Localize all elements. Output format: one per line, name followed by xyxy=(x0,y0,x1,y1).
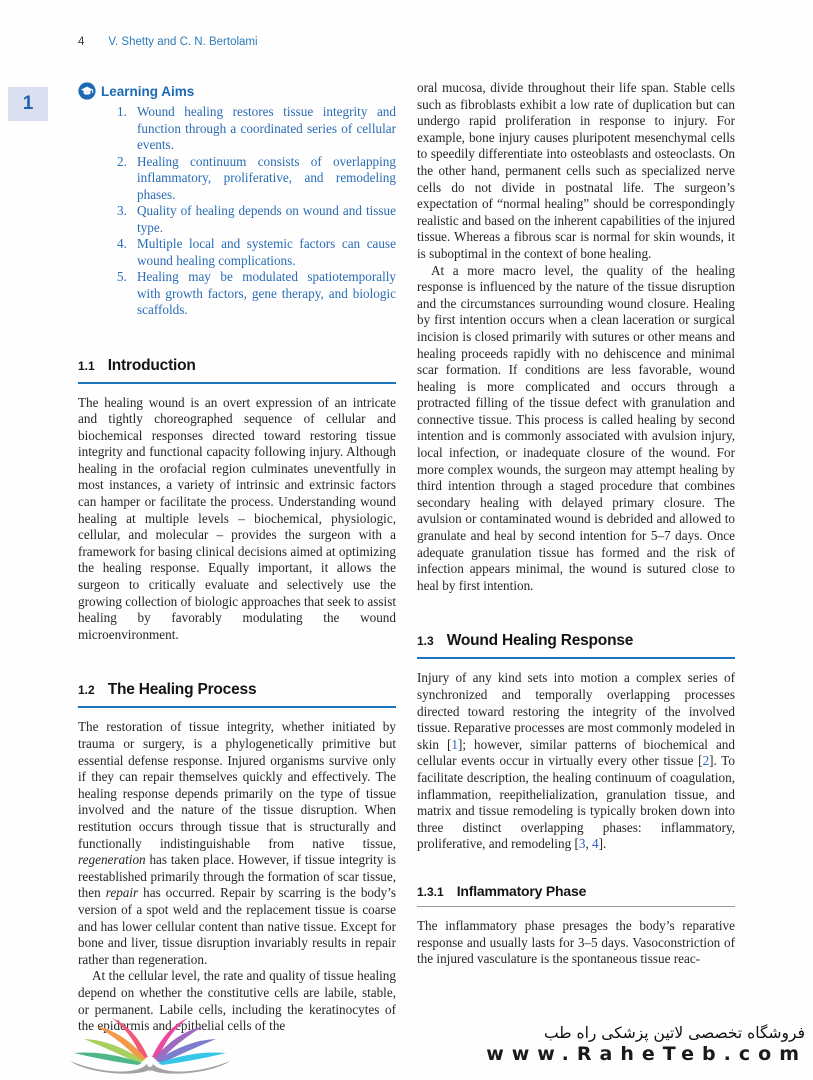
section-title: Inflammatory Phase xyxy=(456,882,587,899)
footer-text xyxy=(486,1024,807,1065)
text-run: T xyxy=(662,1043,682,1065)
learning-aim-item: Wound healing restores tissue integrity and function through a coordinated series of cellular events. xyxy=(137,104,396,152)
chapter-number-tab xyxy=(8,87,48,121)
section-number: 1.3 xyxy=(417,634,434,649)
body-paragraph: The healing wound is an overt expression of an intricate and tightly choreographed sequence of cellular and biochemical responses directed toward restoring tissue integrity and functional capacity following injury. Although healing in the orofacial region culminates uneventfully in most instances, a variety of intrinsic and extrinsic factors can hamper or facilitate the process. Understanding wound healing at multiple levels – biochemical, physiologic, cellular, and molecular – provides the surgeon with a framework for basing clinical decisions aimed at optimizing the healing response. Equally important, it allows the surgeon to critically evaluate and selectively use the growing collection of biologic approaches that seek to assist healing by favorably modulating the wound microenvironment. xyxy=(78,394,396,642)
citation-ref[interactable]: 3 xyxy=(578,836,586,852)
section-1-2-heading xyxy=(78,681,396,708)
text-run: has taken place. However, if tissue integrity is reestablished primarily through the formation of scar tissue, then xyxy=(78,852,396,901)
body-paragraph: The inflammatory phase presages the body’s reparative response and usually lasts for 3–5 days. Vasoconstriction of the injured vasculature is the spontaneous tissue reac- xyxy=(417,917,735,967)
learning-aims-list xyxy=(78,104,396,319)
text-run: ]. To facilitate description, the healing continuum of coagulation, inflammation, reepithelialization, granulation tissue, and matrix and tissue remodeling is typically broken down into three distinct overlapping phases: inflammatory, proliferative, and remodeling [ xyxy=(417,753,735,852)
learning-aims-header xyxy=(78,82,396,100)
section-title: Wound Healing Response xyxy=(446,632,634,650)
logo-book-base xyxy=(70,1061,230,1074)
text-run: www. xyxy=(486,1043,577,1065)
open-book-logo xyxy=(50,1013,250,1080)
learning-aim-item: Multiple local and systemic factors can cause wound healing complications. xyxy=(137,236,396,268)
text-run: R xyxy=(576,1043,600,1065)
right-column xyxy=(417,80,735,1035)
body-paragraph: oral mucosa, divide throughout their life span. Stable cells such as fibroblasts exhibit a low rate of duplication but can undergo rapid proliferation in response to injury. For example, bone injury causes pluripotent mesenchymal cells to speedily differentiate into osteoblasts and osteoclasts. On the other hand, permanent cells such as specialized nerve cells do not divide in postnatal life. The surgeon’s expectation of “normal healing” should be correspondingly realistic and based on the inherent capabilities of the injured tissue. Whereas a fibrous scar is normal for skin wounds, it is suboptimal in the context of bone healing. xyxy=(417,80,735,261)
footer-persian-tagline: فروشگاه تخصصی لاتین پزشکی راه طب xyxy=(543,1024,805,1042)
body-paragraph: At the cellular level, the rate and quality of tissue healing depend on whether the constitutive cells are labile, stable, or permanent. Labile cells, including the keratinocytes of the epidermis and epithelial cells of the xyxy=(78,968,396,1034)
text-run: The restoration of tissue integrity, whether initiated by trauma or surgery, is a phylogenetically primitive but essential defense response. Injured organisms survive only if they can repair themselves quickly and effectively. The healing response depends primarily on the type of tissue involved and the nature of the tissue disruption. When restitution occurs through tissue that is structurally and functionally indistinguishable from native tissue, xyxy=(78,719,396,851)
text-run: regeneration xyxy=(78,852,146,868)
page-header xyxy=(78,36,258,48)
page-number: 4 xyxy=(78,36,85,48)
learning-aims-title: Learning Aims xyxy=(101,83,195,99)
text-run: has occurred. Repair by scarring is the body’s version of a spot weld and the replacement tissue is coarse and has lower cellular content than native tissue. Except for bone and liver, tissue disruption invariably results in repair rather than regeneration. xyxy=(78,885,396,967)
learning-aim-item: Quality of healing depends on wound and tissue type. xyxy=(137,203,396,235)
section-number: 1.1 xyxy=(78,358,95,373)
graduation-cap-icon xyxy=(78,82,96,100)
text-run: ]; however, similar patterns of biochemical and cellular events occur in virtually every other tissue [ xyxy=(417,736,735,769)
section-title: The Healing Process xyxy=(107,681,257,699)
learning-aim-item: Healing may be modulated spatiotemporally with growth factors, gene therapy, and biologic scaffolds. xyxy=(137,269,396,317)
two-column-text xyxy=(78,80,735,1035)
text-run: , xyxy=(585,836,593,852)
citation-ref[interactable]: 2 xyxy=(702,753,710,769)
body-paragraph xyxy=(78,719,396,968)
body-paragraph xyxy=(417,670,735,853)
text-run: ahe xyxy=(599,1043,663,1065)
section-1-1-heading xyxy=(78,357,396,384)
learning-aim-item: Healing continuum consists of overlapping inflammatory, proliferative, and remodeling phases. xyxy=(137,153,396,202)
citation-ref[interactable]: 1 xyxy=(451,736,458,752)
text-run: eb.com xyxy=(681,1043,807,1065)
section-1-3-heading xyxy=(417,632,735,659)
section-number: 1.3.1 xyxy=(417,884,444,899)
text-run: Injury of any kind sets into motion a complex series of synchronized and temporally overlapping processes directed toward restoring the integrity of the involved tissue. Reparative processes are most commonly modeled in skin [ xyxy=(417,670,735,752)
citation-ref[interactable]: 4 xyxy=(592,836,599,852)
running-head: V. Shetty and C. N. Bertolami xyxy=(108,36,258,48)
text-run: repair xyxy=(105,885,139,901)
section-title: Introduction xyxy=(107,356,196,374)
section-1-3-1-heading xyxy=(417,883,735,907)
text-run: ]. xyxy=(598,836,607,852)
footer-website-url[interactable] xyxy=(486,1043,807,1065)
chapter-number: 1 xyxy=(22,93,34,114)
section-number: 1.2 xyxy=(78,683,95,698)
left-column xyxy=(78,80,396,1035)
body-paragraph: At a more macro level, the quality of the healing response is influenced by the nature of the tissue disruption and the circumstances surrounding wound closure. Healing by first intention occurs when a clean laceration or surgical incision is closed primarily with sutures or other means and healing proceeds rapidly with no dehiscence and minimal scar formation. If conditions are less favorable, wound healing is more complicated and occurs through a protracted filling of the tissue defect with granulation and connective tissue. This process is called healing by second intention and is commonly associated with avulsion injury, local infection, or inadequate closure of the wound. For more complex wounds, the surgeon may attempt healing by third intention through a staged procedure that combines secondary healing with delayed primary closure. The avulsion or contaminated wound is debrided and allowed to granulate and heal by second intention for 5–7 days. Once adequate granulation tissue has formed and the risk of infection appears minimal, the wound is sutured close to heal by first intention. xyxy=(417,262,735,593)
